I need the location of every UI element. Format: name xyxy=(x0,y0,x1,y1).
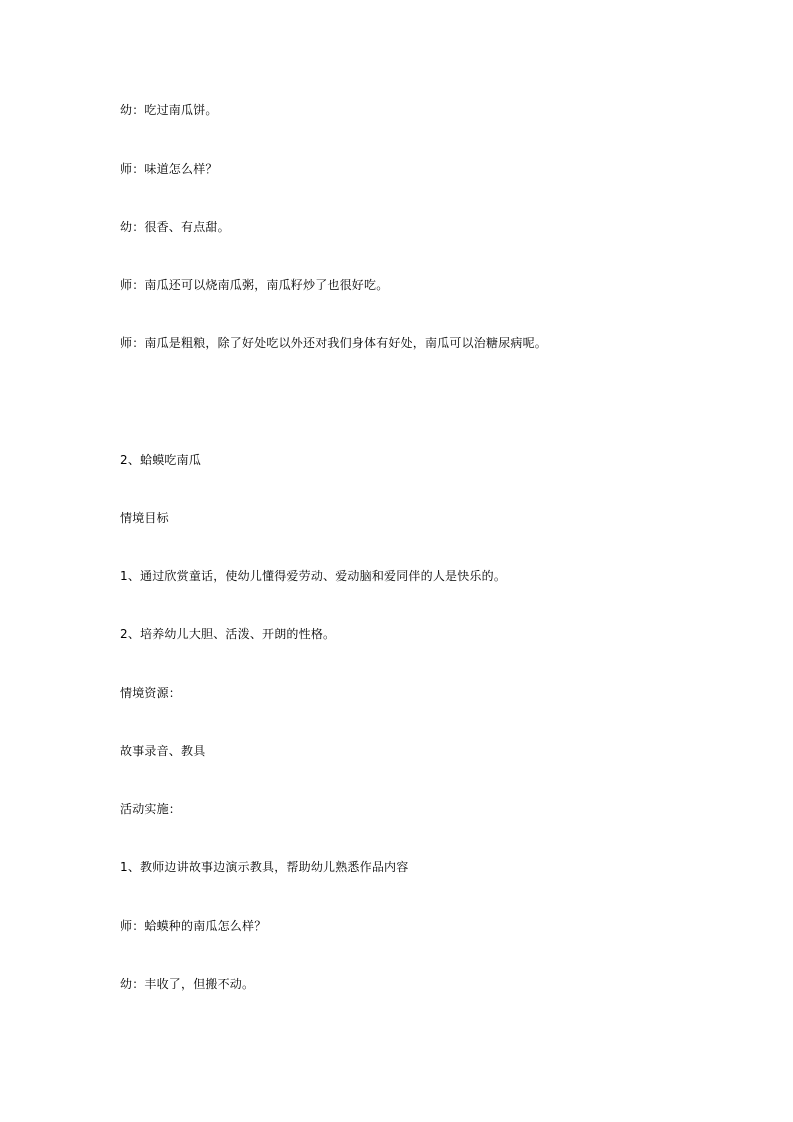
subheading-activity: 活动实施： xyxy=(120,802,182,816)
dialogue-line: 师：蛤蟆种的南瓜怎么样？ xyxy=(120,919,267,933)
section-heading: 2、蛤蟆吃南瓜 xyxy=(120,453,202,467)
subheading-goals: 情境目标 xyxy=(120,511,169,525)
dialogue-line: 师：南瓜是粗粮，除了好处吃以外还对我们身体有好处，南瓜可以治糖尿病呢。 xyxy=(120,336,548,350)
dialogue-line: 幼：吃过南瓜饼。 xyxy=(120,103,218,117)
dialogue-line: 幼：很香、有点甜。 xyxy=(120,220,230,234)
resources-text: 故事录音、教具 xyxy=(120,744,206,758)
dialogue-line: 师：南瓜还可以烧南瓜粥，南瓜籽炒了也很好吃。 xyxy=(120,278,389,292)
activity-step: 1、教师边讲故事边演示教具，帮助幼儿熟悉作品内容 xyxy=(120,860,409,874)
goal-item: 1、通过欣赏童话，使幼儿懂得爱劳动、爱动脑和爱同伴的人是快乐的。 xyxy=(120,569,507,583)
subheading-resources: 情境资源： xyxy=(120,686,182,700)
goal-item: 2、培养幼儿大胆、活泼、开朗的性格。 xyxy=(120,627,336,641)
dialogue-line: 幼：丰收了，但搬不动。 xyxy=(120,977,255,991)
dialogue-line: 师：味道怎么样？ xyxy=(120,162,218,176)
